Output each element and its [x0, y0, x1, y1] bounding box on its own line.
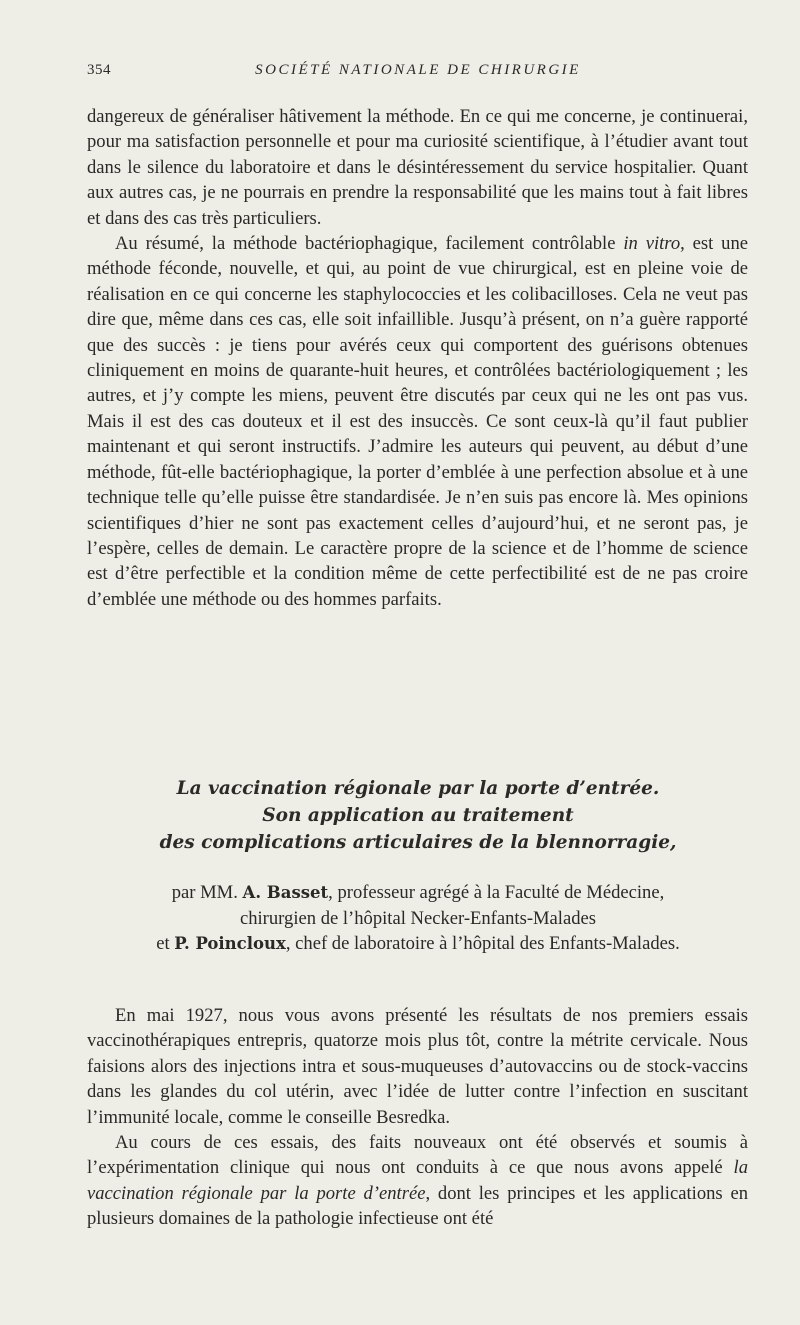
- author-prefix: par MM.: [171, 882, 243, 903]
- article-title: [87, 775, 749, 856]
- author-affiliation: , chef de laboratoire à l’hôpital des Enfants-Malades.: [285, 933, 680, 955]
- previous-article-conclusion: [87, 104, 748, 612]
- text-run: , dont les principes et les applications en plusieurs domaines de la pathologie infectieuse ont été: [87, 1182, 748, 1230]
- text-run: Au résumé, la méthode bactériophagique, facilement contrôlable: [115, 233, 624, 255]
- author-prefix: et: [156, 933, 175, 955]
- italic-term: in vitro: [623, 233, 681, 255]
- author-line: chirurgien de l’hôpital Necker-Enfants-Malades: [239, 907, 597, 929]
- article-authors: [87, 880, 749, 957]
- title-line: Son application au traitement: [262, 805, 574, 826]
- author-affiliation: , professeur agrégé à la Faculté de Médecine,: [328, 882, 665, 903]
- author-name: P. Poincloux: [174, 934, 286, 954]
- text-run: , est une méthode féconde, nouvelle, et qui, au point de vue chirurgical, est en pleine voie de réalisation en ce qui concerne les staphylococcies et les colibacilloses. Cela ne veut pas dire que, même dans ces cas, elle soit infaillible. Jusqu’à présent, on n’a guère rapporté que des succès : je tiens pour avérés ceux qui comportent des guérisons obtenues cliniquement en moins de quarante-huit heures, et contrôlées bactériologiquement ; les autres, et j’y compte les miens, peuvent être discutés par ceux qui ne les ont pas vus. Mais il est des cas douteux et il est des insuccès. Ce sont ceux-là qu’il faut publier maintenant et qui seront instructifs. J’admire les auteurs qui peuvent, au début d’une méthode, fût-elle bactériophagique, la porter d’emblée à une perfection absolue et à une technique telle qu’elle puisse être standardisée. Je n’en suis pas encore là. Mes opinions scientifiques d’hier ne sont pas exactement celles d’aujourd’hui, et ne seront pas, je l’espère, celles de demain. Le caractère propre de la science et de l’homme de science est d’être perfectible et la condition même de cette perfectibilité est de ne pas croire d’emblée une méthode ou des hommes parfaits.: [87, 233, 749, 610]
- text-run: Au cours de ces essais, des faits nouveaux ont été observés et soumis à l’expérimentation clinique qui nous ont conduits à ce que nous avons appelé: [87, 1132, 748, 1179]
- title-line: La vaccination régionale par la porte d’entrée.: [176, 778, 660, 799]
- author-line: [87, 880, 749, 906]
- journal-title: SOCIÉTÉ NATIONALE DE CHIRURGIE: [255, 62, 581, 78]
- author-line: [87, 931, 749, 957]
- author-name: A. Basset: [242, 883, 329, 902]
- article-body: [87, 1003, 748, 1232]
- running-head: [87, 62, 749, 84]
- title-line: des complications articulaires de la blennorragie,: [159, 832, 677, 853]
- paragraph: dangereux de généraliser hâtivement la méthode. En ce qui me concerne, je continuerai, pour ma satisfaction personnelle et pour ma curiosité scientifique, à l’étudier avant tout dans le silence du laboratoire et dans le désintéressement du service hospitalier. Quant aux autres cas, je ne pourrais en prendre la responsabilité que les mains tout à fait libres et dans des cas très particuliers.: [87, 106, 748, 229]
- italic-term: la vaccination régionale par la porte d’entrée: [87, 1157, 748, 1204]
- page-number: 354: [87, 62, 111, 78]
- paragraph: En mai 1927, nous vous avons présenté les résultats de nos premiers essais vaccinothérapiques entrepris, quatorze mois plus tôt, contre la métrite cervicale. Nous faisions alors des injections intra et sous-muqueuses d’autovaccins ou de stock-vaccins dans les glandes du col utérin, avec l’idée de lutter contre l’infection en suscitant l’immunité locale, comme le conseille Besredka.: [87, 1005, 748, 1128]
- paragraph: [87, 231, 748, 612]
- paragraph: [87, 1130, 748, 1232]
